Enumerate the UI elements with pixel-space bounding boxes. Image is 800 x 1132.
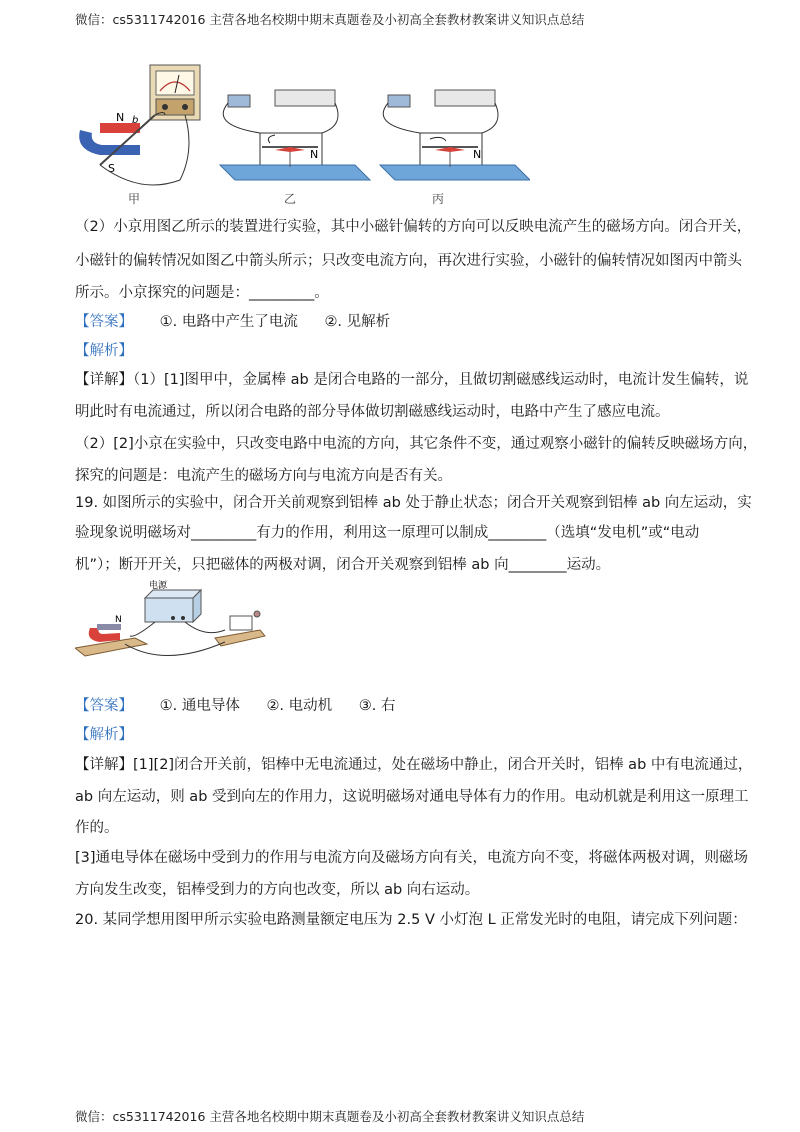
q19-detail-line-4: [3]通电导体在磁场中受到力的作用与电流方向及磁场方向有关，电流方向不变，将磁体两极对调，则磁场 bbox=[75, 850, 749, 866]
q19-detail-line-1: 【详解】[1][2]闭合开关前，铝棒中无电流通过，处在磁场中静止，闭合开关时，铝棒 ab 中有电流通过， bbox=[75, 757, 753, 773]
figure-jia-galvanometer bbox=[150, 65, 200, 120]
q18-detail-line-4: 探究的问题是：电流产生的磁场方向与电流方向是否有关。 bbox=[75, 468, 452, 484]
q19-answer-row bbox=[75, 696, 735, 716]
page-header: 微信：cs5311742016 主营各地名校期中期末真题卷及小初高全套教材教案讲义知识点总结 bbox=[75, 12, 585, 27]
q18-part2-line-1: （2）小京用图乙所示的装置进行实验，其中小磁针偏转的方向可以反映电流产生的磁场方向。闭合开关， bbox=[75, 219, 752, 235]
label-n-yi: N bbox=[310, 148, 319, 161]
caption-jia: 甲 bbox=[128, 192, 141, 206]
answer-tag: 【答案】 bbox=[75, 314, 133, 330]
figure-q19-motor-experiment bbox=[75, 578, 275, 668]
figure-yi-circuit bbox=[220, 90, 370, 180]
q18-answer-1: ①. 电路中产生了电流 bbox=[159, 314, 298, 330]
q18-answer-2: ②. 见解析 bbox=[324, 314, 391, 330]
answer-tag: 【答案】 bbox=[75, 698, 133, 714]
q19-detail-line-3: 作的。 bbox=[75, 820, 119, 836]
q20-line-1: 20. 某同学想用图甲所示实验电路测量额定电压为 2.5 V 小灯泡 L 正常发光时的电阻，请完成下列问题： bbox=[75, 912, 747, 928]
label-s-jia: S bbox=[108, 162, 115, 175]
label-n-q19: N bbox=[115, 615, 122, 625]
q19-answer-1: ①. 通电导体 bbox=[159, 698, 240, 714]
q18-analysis-tag: 【解析】 bbox=[75, 343, 133, 359]
figure-jia-magnet bbox=[79, 111, 189, 185]
q19-answer-3: ③. 右 bbox=[358, 698, 396, 714]
q19-detail-line-2: ab 向左运动，则 ab 受到向左的作用力，这说明磁场对通电导体有力的作用。电动机就是利用这一原理工 bbox=[75, 789, 749, 805]
q19-analysis-tag: 【解析】 bbox=[75, 727, 133, 743]
label-power: 电源 bbox=[149, 581, 168, 591]
figure-q19-power-supply bbox=[145, 579, 201, 622]
q18-detail-line-3: （2）[2]小京在实验中，只改变电路中电流的方向，其它条件不变，通过观察小磁针的偏转反映磁场方向， bbox=[75, 436, 758, 452]
label-n-jia: N bbox=[116, 111, 125, 124]
q18-detail-line-1: 【详解】（1）[1]图甲中，金属棒 ab 是闭合电路的一部分，且做切割磁感线运动时，电流计发生偏转，说 bbox=[75, 372, 749, 388]
caption-bing: 丙 bbox=[432, 192, 445, 206]
page-footer: 微信：cs5311742016 主营各地名校期中期末真题卷及小初高全套教材教案讲义知识点总结 bbox=[75, 1109, 585, 1124]
q18-detail-line-2: 明此时有电流通过，所以闭合电路的部分导体做切割磁感线运动时，电路中产生了感应电流。 bbox=[75, 404, 670, 420]
q19-line-3: 机”）；断开开关，只把磁体的两极对调，闭合开关观察到铝棒 ab 向________运动。 bbox=[75, 557, 611, 573]
q18-part2-line-3: 所示。小京探究的问题是：_________。 bbox=[75, 285, 329, 301]
label-b-jia: b bbox=[132, 115, 139, 126]
figure-magnetism-experiments bbox=[70, 55, 530, 205]
q19-answer-2: ②. 电动机 bbox=[266, 698, 333, 714]
figure-bing-circuit bbox=[380, 90, 530, 180]
q19-detail-line-5: 方向发生改变，铝棒受到力的方向也改变，所以 ab 向右运动。 bbox=[75, 882, 480, 898]
label-n-bing: N bbox=[473, 148, 482, 161]
figure-q19-magnet bbox=[89, 615, 122, 642]
q18-answer-row bbox=[75, 312, 735, 332]
q18-part2-line-2: 小磁针的偏转情况如图乙中箭头所示；只改变电流方向，再次进行实验，小磁针的偏转情况如图丙中箭头 bbox=[75, 253, 742, 269]
q19-line-1: 19. 如图所示的实验中，闭合开关前观察到铝棒 ab 处于静止状态；闭合开关观察到铝棒 ab 向左运动，实 bbox=[75, 495, 752, 511]
caption-yi: 乙 bbox=[284, 192, 297, 206]
q19-line-2: 验现象说明磁场对_________有力的作用，利用这一原理可以制成________（选填“发电机”或“电动 bbox=[75, 525, 700, 541]
